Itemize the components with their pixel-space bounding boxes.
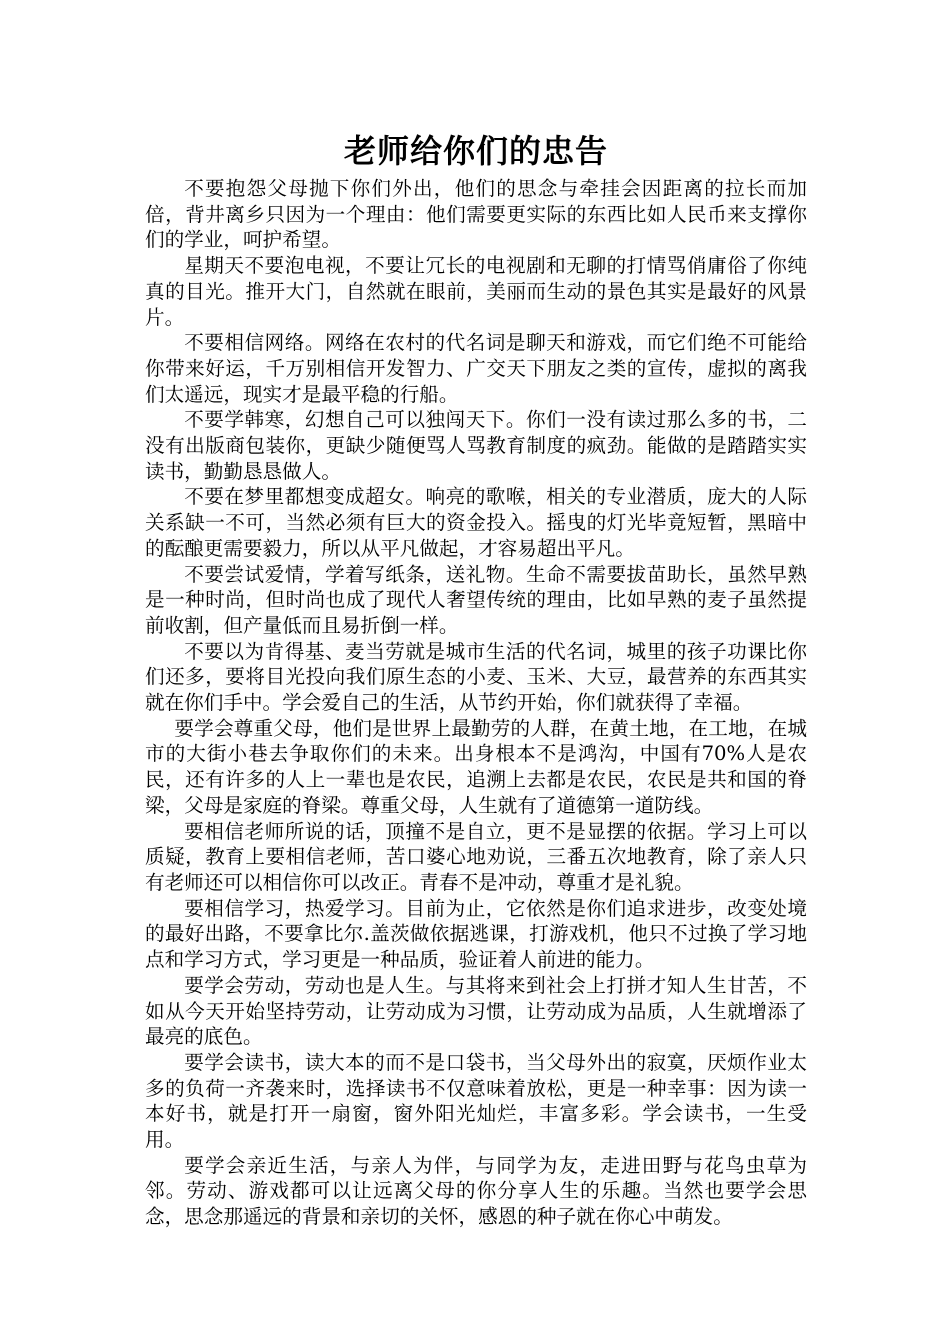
paragraph: 不要抱怨父母抛下你们外出，他们的思念与牵挂会因距离的拉长而加倍，背井离乡只因为一个理由：他们需要更实际的东西比如人民币来支撑你们的学业，呵护希望。 [145,177,807,252]
paragraph: 要相信老师所说的话，顶撞不是自立，更不是显摆的依据。学习上可以质疑，教育上要相信老师，苦口婆心地劝说，三番五次地教育，除了亲人只有老师还可以相信你可以改正。青春不是冲动，尊重才是礼貌。 [145,819,807,894]
paragraph: 不要尝试爱情，学着写纸条，送礼物。生命不需要拔苗助长，虽然早熟是一种时尚，但时尚也成了现代人奢望传统的理由，比如早熟的麦子虽然提前收割，但产量低而且易折倒一样。 [145,562,807,637]
document-title: 老师给你们的忠告 [343,132,608,170]
paragraph: 星期天不要泡电视，不要让冗长的电视剧和无聊的打情骂俏庸俗了你纯真的目光。推开大门，自然就在眼前，美丽而生动的景色其实是最好的风景片。 [145,254,807,329]
paragraph: 要相信学习，热爱学习。目前为止，它依然是你们追求进步，改变处境的最好出路，不要拿比尔.盖茨做依据逃课，打游戏机，他只不过换了学习地点和学习方式，学习更是一种品质，验证着人前进的能力。 [145,896,807,972]
paragraph: 不要相信网络。网络在农村的代名词是聊天和游戏，而它们绝不可能给你带来好运，千万别相信开发智力、广交天下朋友之类的宣传，虚拟的离我们太遥远，现实才是最平稳的行船。 [145,331,807,406]
document-body [145,176,807,1230]
paragraph: 要学会尊重父母，他们是世界上最勤劳的人群，在黄土地，在工地，在城市的大街小巷去争取你们的未来。出身根本不是鸿沟，中国有70%人是农民，还有许多的人上一辈也是农民，追溯上去都是农民，农民是共和国的脊梁，父母是家庭的脊梁。尊重父母，人生就有了道德第一道防线。 [145,716,807,817]
paragraph: 要学会劳动，劳动也是人生。与其将来到社会上打拼才知人生甘苦，不如从今天开始坚持劳动，让劳动成为习惯，让劳动成为品质，人生就增添了最亮的底色。 [145,973,807,1049]
paragraph: 不要在梦里都想变成超女。响亮的歌喉，相关的专业潜质，庞大的人际关系缺一不可，当然必须有巨大的资金投入。摇曳的灯光毕竟短暂，黑暗中的酝酿更需要毅力，所以从平凡做起，才容易超出平凡。 [145,485,807,560]
paragraph: 不要学韩寒，幻想自己可以独闯天下。你们一没有读过那么多的书，二没有出版商包装你，更缺少随便骂人骂教育制度的疯劲。能做的是踏踏实实读书，勤勤恳恳做人。 [145,408,807,483]
paragraph: 要学会亲近生活，与亲人为伴，与同学为友，走进田野与花鸟虫草为邻。劳动、游戏都可以让远离父母的你分享人生的乐趣。当然也要学会思念，思念那遥远的背景和亲切的关怀，感恩的种子就在你心中萌发。 [145,1153,807,1229]
document-page [145,128,807,1230]
paragraph: 要学会读书，读大本的而不是口袋书，当父母外出的寂寞，厌烦作业太多的负荷一齐袭来时，选择读书不仅意味着放松，更是一种幸事：因为读一本好书，就是打开一扇窗，窗外阳光灿烂，丰富多彩。学会读书，一生受用。 [145,1050,807,1152]
paragraph: 不要以为肯得基、麦当劳就是城市生活的代名词，城里的孩子功课比你们还多，要将目光投向我们原生态的小麦、玉米、大豆，最营养的东西其实就在你们手中。学会爱自己的生活，从节约开始，你们就获得了幸福。 [145,639,807,715]
